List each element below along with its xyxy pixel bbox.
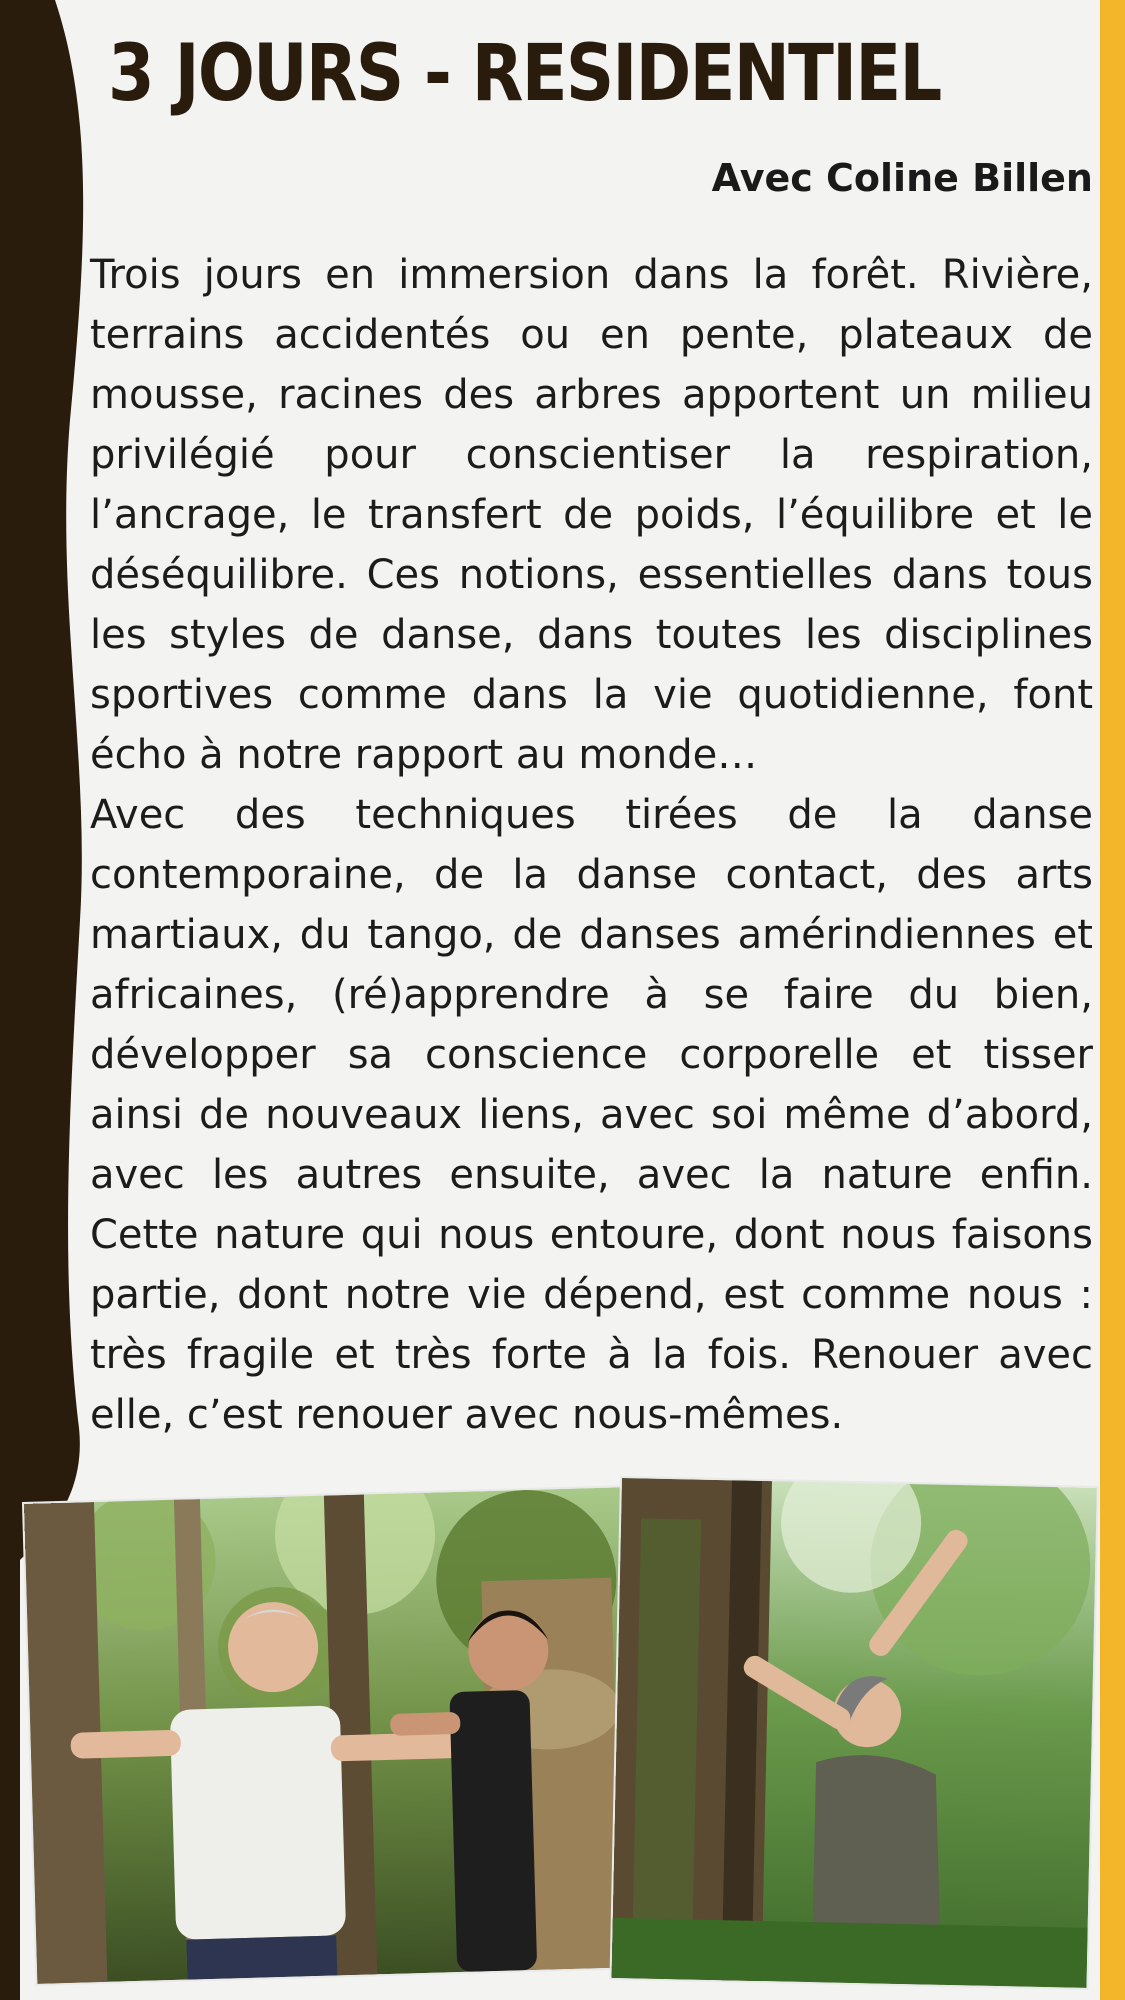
- forest-group-photo: [24, 1487, 657, 1984]
- paragraph-techniques: Avec des techniques tirées de la danse contemporaine, de la danse contact, des arts martiaux, du tango, de danses amérindiennes et africaines, (ré)apprendre à se faire du bien, développer sa conscience corporelle et tisser ainsi de nouveaux liens, avec soi même d’abord, avec les autres ensuite, avec la nature enfin. Cette nature qui nous entoure, dont nous faisons partie, dont notre vie dépend, est comme nous : très fragile et très forte à la fois. Renouer avec elle, c’est renouer avec nous-mêmes.: [90, 792, 1093, 1438]
- page-title: 3 JOURS - RESIDENTIEL: [108, 29, 941, 119]
- author-line: Avec Coline Billen: [711, 156, 1093, 200]
- photo-collage: [0, 1460, 1125, 2000]
- forest-dancer-photo: [612, 1478, 1097, 1988]
- body-text: [90, 245, 1093, 1445]
- paragraph-intro: Trois jours en immersion dans la forêt. Rivière, terrains accidentés ou en pente, plateaux de mousse, racines des arbres apportent un milieu privilégié pour conscientiser la respiration, l’ancrage, le transfert de poids, l’équilibre et le déséquilibre. Ces notions, essentielles dans tous les styles de danse, dans toutes les disciplines sportives comme dans la vie quotidienne, font écho à notre rapport au monde…: [90, 252, 1093, 778]
